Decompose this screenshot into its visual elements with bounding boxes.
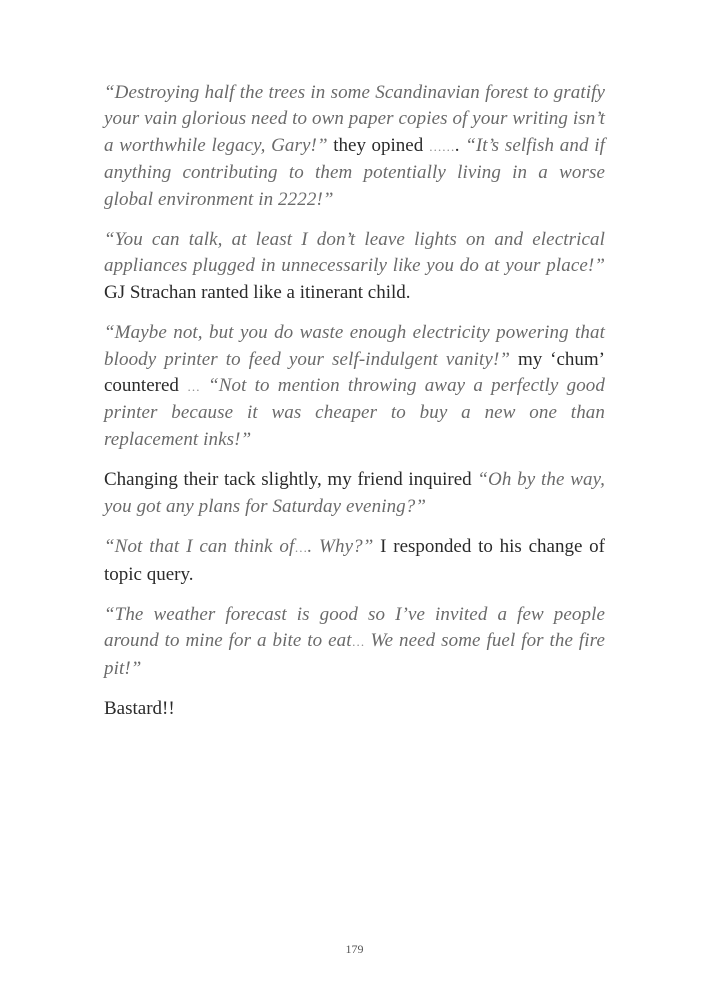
dialogue-quote: “The weather forecast is good so I’ve invited a few people around to mine for a bite to eat bbox=[104, 603, 605, 652]
dialogue-quote: “Not that I can think of bbox=[104, 536, 295, 558]
narration-text: Changing their tack slightly, my friend inquired bbox=[104, 469, 478, 491]
dialogue-quote: We need some fuel for the fire pit!” bbox=[104, 630, 605, 679]
narration-text: my ‘chum’ countered bbox=[104, 348, 605, 397]
narration-text: GJ Strachan ranted like a itinerant child. bbox=[104, 281, 411, 303]
dialogue-quote: . Why?” bbox=[307, 536, 374, 558]
paragraph-4 bbox=[104, 467, 605, 520]
ellipsis: … bbox=[186, 379, 200, 395]
ellipsis: …… bbox=[428, 138, 455, 154]
dialogue-quote: “You can talk, at least I don’t leave lights on and electrical appliances plugged in unnecessarily like you do at your place!” bbox=[104, 229, 605, 277]
dialogue-quote: “Maybe not, but you do waste enough electricity powering that bloody printer to feed your self-indulgent vanity!” bbox=[104, 322, 605, 370]
page-number: 179 bbox=[345, 942, 364, 956]
narration-text: . bbox=[454, 134, 460, 156]
dialogue-quote: “Not to mention throwing away a perfectly good printer because it was cheaper to buy a new one than replacement inks!” bbox=[104, 375, 605, 450]
paragraph-2 bbox=[104, 227, 605, 306]
narration-text: I responded to his change of topic query. bbox=[104, 536, 605, 585]
paragraph-7 bbox=[104, 696, 605, 722]
paragraph-5 bbox=[104, 534, 605, 588]
narration-text: they opined bbox=[327, 134, 429, 156]
narration-text: Bastard!! bbox=[104, 698, 175, 720]
dialogue-quote: “Oh by the way, you got any plans for Saturday evening?” bbox=[104, 469, 605, 517]
page-body bbox=[104, 80, 605, 737]
paragraph-3 bbox=[104, 320, 605, 453]
ellipsis: … bbox=[294, 540, 308, 556]
paragraph-6 bbox=[104, 602, 605, 682]
paragraph-1 bbox=[104, 80, 605, 213]
dialogue-quote: “It’s selfish and if anything contributing to them potentially living in a worse global environment in 2222!” bbox=[104, 134, 605, 210]
ellipsis: … bbox=[351, 634, 365, 650]
dialogue-quote: “Destroying half the trees in some Scandinavian forest to gratify your vain glorious need to own paper copies of your writing isn’t a worthwhile legacy, Gary!” bbox=[104, 82, 606, 156]
